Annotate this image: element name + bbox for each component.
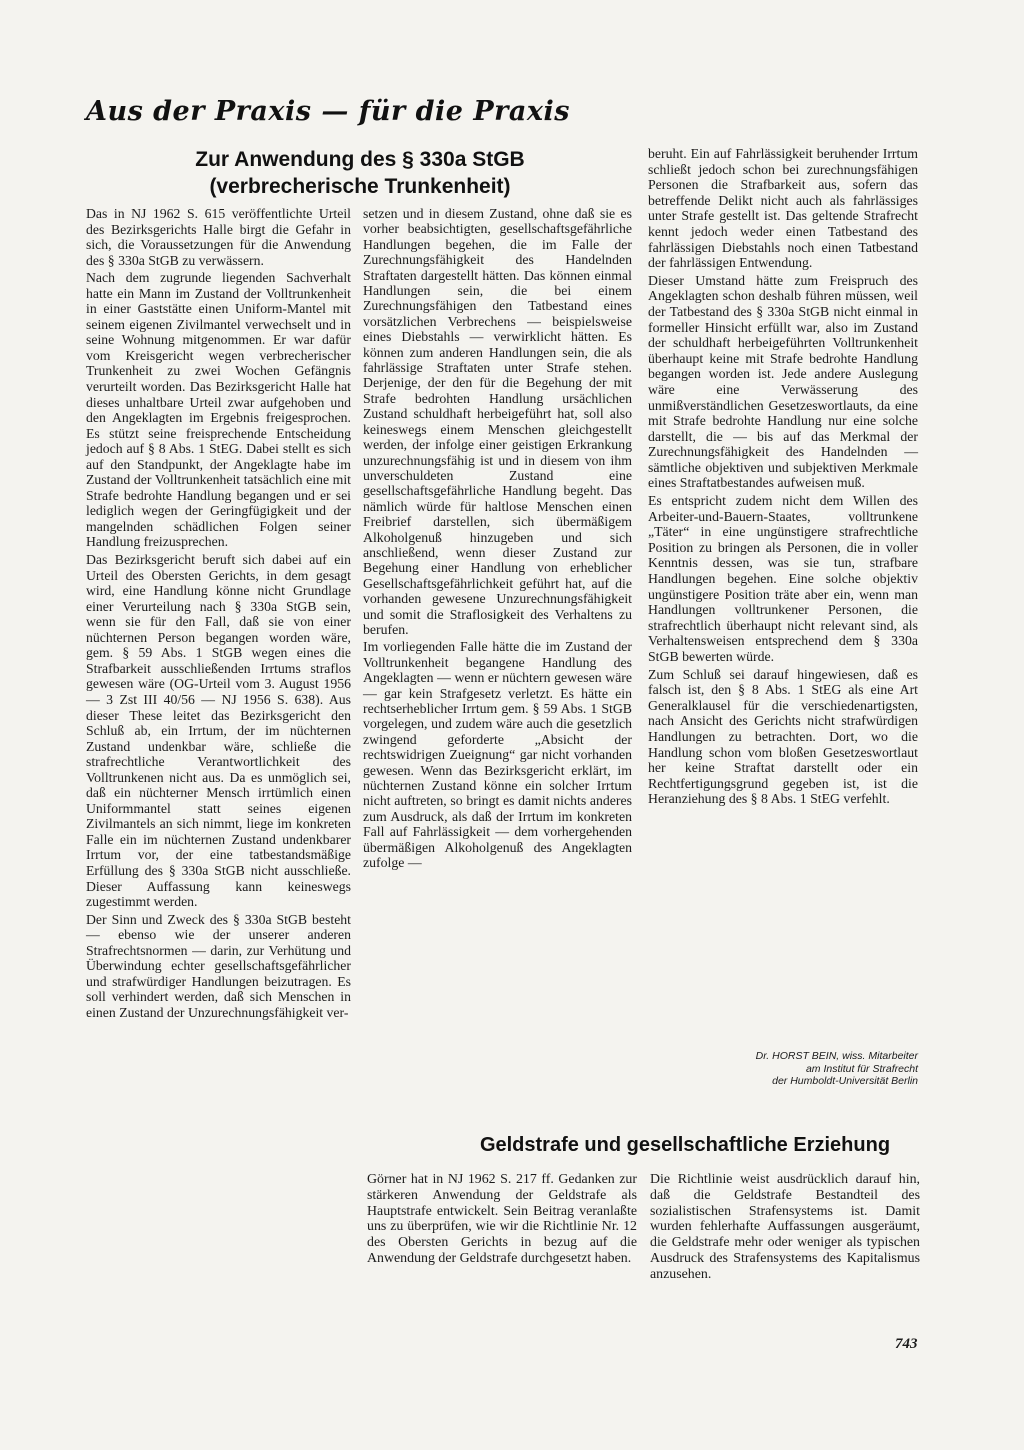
article2-column-left [367,1172,637,1269]
section-header: Aus der Praxis — für die Praxis [86,96,570,127]
paragraph: Görner hat in NJ 1962 S. 217 ff. Gedanken zur stärkeren Anwendung der Geldstrafe als Hauptstrafe entwickelt. Sein Beitrag veranlaßte uns zu überprüfen, wie wir die Richtlinie Nr. 12 des Obersten Gerichts in bezug auf die Anwendung der Geldstrafe durchgesetzt haben. [367,1172,637,1266]
paragraph: Das in NJ 1962 S. 615 veröffentlichte Urteil des Bezirksgerichts Halle birgt die Gefahr in sich, die Voraussetzungen für die Anwendung des § 330a StGB zu verwässern. [86,206,351,268]
article2-title: Geldstrafe und gesellschaftliche Erziehung [479,1134,891,1156]
signature-line: Dr. HORST BEIN, wiss. Mitarbeiter [755,1050,918,1062]
article-title-line-2: (verbrecherische Trunkenheit) [209,175,511,198]
article-column-1 [86,206,351,1022]
paragraph: Die Richtlinie weist ausdrücklich darauf hin, daß die Geldstrafe Bestandteil des sozialistischen Strafensystems ist. Damit wurden fehlerhafte Auffassungen ausgeräumt, die Geldstrafe mehr oder weniger als typischen Ausdruck des Strafensystems des Kapitalismus anzusehen. [650,1172,920,1282]
paragraph: Im vorliegenden Falle hätte die im Zustand der Volltrunkenheit begangene Handlung des Angeklagten — wenn er nüchtern gewesen wäre — gar kein Strafgesetz verletzt. Es hätte ein rechtserheblicher Irrtum gem. § 59 Abs. 1 StGB vorgelegen, und zudem wäre auch die gesetzlich zwingend geforderte „Absicht der rechtswidrigen Zueignung“ gar nicht vorhanden gewesen. Wenn das Bezirksgericht erklärt, im nüchternen Zustand könne ein solcher Irrtum nicht auftreten, so bringt es damit nichts anderes zum Ausdruck, als daß der Irrtum im konkreten Fall auf Fahrlässigkeit — dem vorhergehenden übermäßigen Alkoholgenuß des Angeklagten zufolge — [363,639,632,871]
paragraph: setzen und in diesem Zustand, ohne daß sie es vorher beabsichtigten, gesellschaftsgefährliche Handlungen begehen, die im Falle der Zurechnungsfähigkeit des Handelnden Straftaten dargestellt hätten. Das können einmal Handlungen sein, die bei einem Zurechnungsfähigen den Tatbestand eines vorsätzlichen Verbrechens — beispielsweise eines Diebstahls — verwirklicht hätten. Es können zum anderen Handlungen sein, die als fahrlässige Straftaten unter Strafe stehen. Derjenige, der den für die Begehung der mit Strafe bedrohten Handlung ursächlichen Zustand schuldhaft herbeigeführt hat, soll also keineswegs einem Menschen gleichgestellt werden, der infolge einer geistigen Erkrankung unzurechnungsfähig ist und in diesem von ihm unverschuldeten Zustand eine gesellschaftsgefährliche Handlung begeht. Das nämlich würde für haltlose Menschen einen Freibrief darstellen, sich übermäßigem Alkoholgenuß hinzugeben und sich anschließend, wenn dieser Zustand zur Begehung einer Handlung von erheblicher Gesellschaftsgefährlichkeit geführt hat, auf die vorhanden gewesene Unzurechnungsfähigkeit und somit die Straflosigkeit des Verhaltens zu berufen. [363,206,632,637]
paragraph: beruht. Ein auf Fahrlässigkeit beruhender Irrtum schließt jedoch schon bei zurechnungsfähigen Personen die Strafbarkeit aus, sofern das betreffende Delikt nicht auch als fahrlässiges unter Strafe gestellt ist. Das geltende Strafrecht kennt jedoch weder einen Tatbestand des fahrlässigen Diebstahls noch einen Tatbestand der fahrlässigen Entwendung. [648,146,918,271]
paragraph: Der Sinn und Zweck des § 330a StGB besteht — ebenso wie der unserer anderen Strafrechtsnormen — darin, zur Verhütung und Überwindung echter gesellschaftsgefährlicher und strafwürdiger Handlungen beizutragen. Es soll verhindert werden, daß sich Menschen in einen Zustand der Unzurechnungsfähigkeit ver- [86,911,351,1020]
signature-line: der Humboldt-Universität Berlin [772,1075,918,1088]
paragraph: Zum Schluß sei darauf hingewiesen, daß es falsch ist, den § 8 Abs. 1 StEG als eine Art Generalklausel für die verschiedenartigsten, nach Ansicht des Gerichts nicht strafwürdigen Handlungen zu betrachten. Dort, wo die Handlung schon vom bloßen Gesetzeswortlaut her keine Straftat darstellt oder ein Rechtfertigungsgrund gegeben ist, ist die Heranziehung des § 8 Abs. 1 StEG verfehlt. [648,666,918,807]
article-column-3 [648,146,918,809]
article-column-2 [363,206,632,872]
paragraph: Das Bezirksgericht beruft sich dabei auf ein Urteil des Obersten Gerichts, in dem gesagt wird, eine Handlung könne nicht Grundlage einer Verurteilung nach § 330a StGB sein, wenn sie für den Fall, daß sie von einer nüchternen Person begangen worden wäre, gem. § 59 Abs. 1 StGB wegen eines die Strafbarkeit ausschließenden Irrtums straflos gewesen wäre (OG-Urteil vom 3. August 1956 — 3 Zst III 40/56 — NJ 1956 S. 638). Aus dieser These leitet das Bezirksgericht den Schluß ab, ein Irrtum, der im nüchternen Zustand undenkbar wäre, schließe die strafrechtliche Verantwortlichkeit des Volltrunkenen nicht aus. Da es unmöglich sei, daß ein nüchterner Mensch irrtümlich einen Uniformmantel statt seines eigenen Zivilmantels an sich nimmt, liege im konkreten Falle ein im nüchternen Zustand undenkbarer Irrtum vor, der eine tatbestandsmäßige Erfüllung des § 330a StGB nicht ausschließe. Dieser Auffassung kann keineswegs zugestimmt werden. [86,552,351,910]
paragraph: Es entspricht zudem nicht dem Willen des Arbeiter-und-Bauern-Staates, volltrunkene „Täter“ in eine ungünstigere strafrechtliche Position zu bringen als Personen, die in voller Kenntnis dessen, was sie tun, strafbare Handlungen begehen. Eine solche objektiv ungünstigere Position träte aber ein, wenn man Handlungen volltrunkener Personen, die strafrechtlich überhaupt nicht relevant sind, als Verhaltensweisen entsprechend dem § 330a StGB bewerten würde. [648,493,918,664]
paragraph: Nach dem zugrunde liegenden Sachverhalt hatte ein Mann im Zustand der Volltrunkenheit in einer Gaststätte einen Uniform-Mantel mit seinem eigenen Zivilmantel verwechselt und in seine Wohnung mitgenommen. Er war dafür vom Kreisgericht wegen verbrecherischer Trunkenheit zu zwei Wochen Gefängnis verurteilt worden. Das Bezirksgericht Halle hat dieses unhaltbare Urteil zwar aufgehoben und den Angeklagten im Ergebnis freigesprochen. Es stützt seine freisprechende Entscheidung jedoch auf § 8 Abs. 1 StEG. Dabei stellt es sich auf den Standpunkt, der Angeklagte habe im Zustand der Volltrunkenheit tatsächlich eine mit Strafe bedrohte Handlung begangen und er sei lediglich wegen der Geringfügigkeit und der mangelnden schädlichen Folgen seiner Handlung freizusprechen. [86,270,351,550]
author-signature [650,1050,918,1088]
article-title-line-1: Zur Anwendung des § 330a StGB [195,148,525,171]
page-number: 743 [895,1336,918,1352]
signature-line: am Institut für Strafrecht [805,1062,918,1075]
paragraph: Dieser Umstand hätte zum Freispruch des Angeklagten schon deshalb führen müssen, weil der Tatbestand des § 330a StGB nicht einmal in formeller Hinsicht erfüllt war, also im Zustand der schuldhaft herbeigeführten Volltrunkenheit überhaupt keine mit Strafe bedrohte Handlung begangen worden ist. Jede andere Auslegung wäre eine Verwässerung des unmißverständlichen Gesetzeswortlauts, da eine mit Strafe bedrohte Handlung nur eine solche darstellt, die — bis auf das Merkmal der Zurechnungsfähigkeit des Handelnden — sämtliche objektiven und subjektiven Merkmale eines Straftatbestandes aufweisen muß. [648,272,918,491]
article2-column-right [650,1172,920,1285]
article-title [150,146,570,200]
